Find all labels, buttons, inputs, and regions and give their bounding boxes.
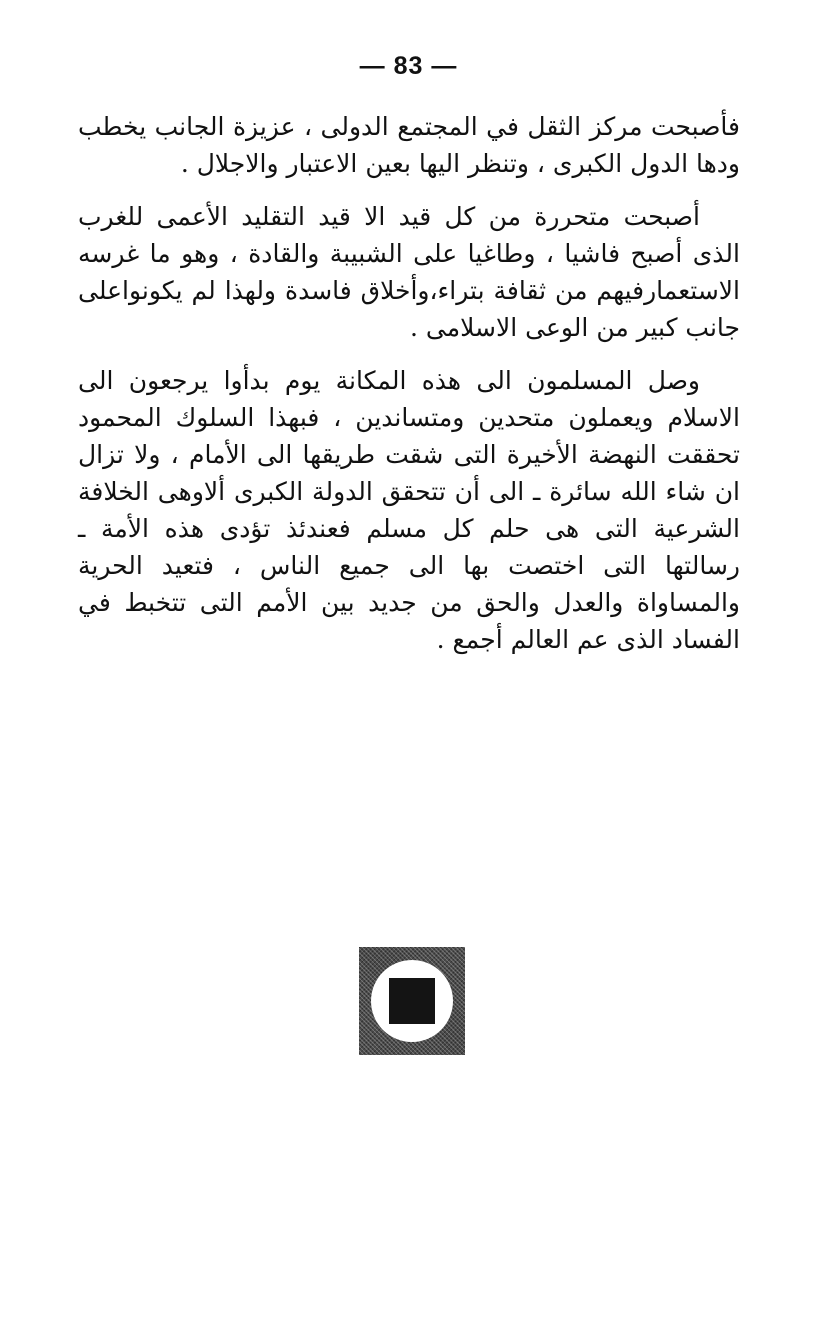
- page-number: — 83 —: [359, 52, 458, 80]
- ornament-square: [389, 978, 435, 1024]
- paragraph-3: وصل المسلمون الى هذه المكانة يوم بدأوا يرجعون الى الاسلام ويعملون متحدين ومتساندين ، فبهذا السلوك المحمود تحققت النهضة الأخيرة التى شقت طريقها الى الأمام ، ولا تزال ان شاء الله سائرة ـ الى أن تتحقق الدولة الكبرى ألاوهى الخلافة الشرعية التى هى حلم كل مسلم فعندئذ تؤدى هذه الأمة ـ رسالتها التى اختصت بها الى جميع الناس ، فتعيد الحرية والمساواة والعدل والحق من جديد بين الأمم التى تتخبط في الفساد الذى عم العالم أجمع .: [78, 366, 740, 654]
- body-text: [78, 108, 740, 674]
- ornament-ring: [371, 960, 453, 1042]
- paragraph-1: فأصبحت مركز الثقل في المجتمع الدولى ، عزيزة الجانب يخطب ودها الدول الكبرى ، وتنظر اليها بعين الاعتبار والاجلال .: [78, 112, 740, 178]
- paragraph-2: أصبحت متحررة من كل قيد الا قيد التقليد الأعمى للغرب الذى أصبح فاشيا ، وطاغيا على الشبيبة والقادة ، وهو ما غرسه الاستعمارفيهم من ثقافة بتراء،وأخلاق فاسدة ولهذا لم يكونواعلى جانب كبير من الوعى الاسلامى .: [78, 202, 740, 342]
- circle-square-ornament-icon: [359, 947, 465, 1055]
